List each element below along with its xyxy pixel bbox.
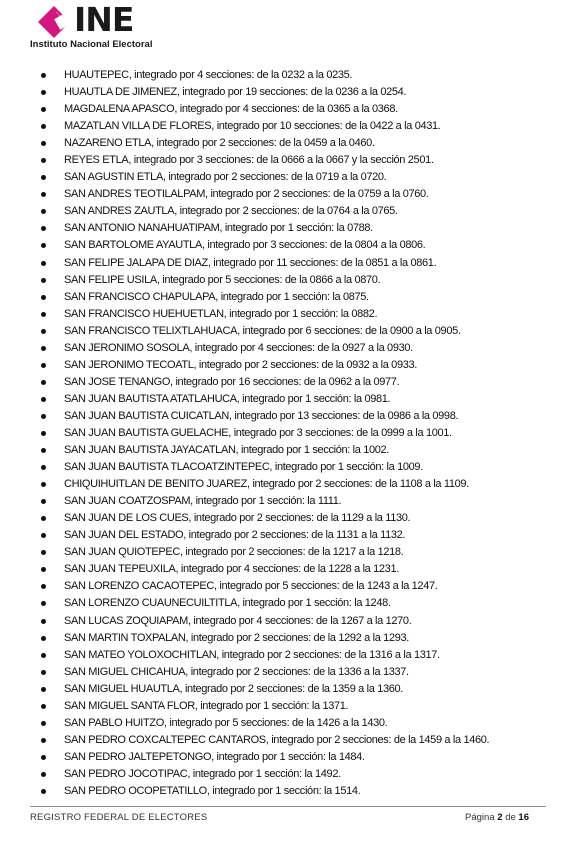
footer-divider bbox=[30, 806, 546, 807]
list-item bbox=[38, 186, 489, 203]
bullet-icon bbox=[41, 209, 46, 214]
bullet-icon bbox=[41, 175, 46, 180]
list-item-text: SAN FRANCISCO CHAPULAPA, integrado por 1 sección: la 0875. bbox=[64, 290, 369, 303]
bullet-icon bbox=[41, 550, 46, 555]
list-item-text: SAN FELIPE USILA, integrado por 5 secciones: de la 0866 a la 0870. bbox=[64, 273, 381, 286]
bullet-icon bbox=[41, 431, 46, 436]
list-item bbox=[38, 732, 489, 749]
page-label: Página bbox=[465, 812, 495, 823]
list-item-text: SAN JUAN DE LOS CUES, integrado por 2 secciones: de la 1129 a la 1130. bbox=[64, 512, 411, 525]
bullet-icon bbox=[41, 278, 46, 283]
list-item-text: SAN PABLO HUITZO, integrado por 5 secciones: de la 1426 a la 1430. bbox=[64, 716, 388, 729]
list-item-text: SAN PEDRO OCOPETATILLO, integrado por 1 sección: la 1514. bbox=[64, 784, 361, 797]
list-item-text: SAN JUAN COATZOSPAM, integrado por 1 sección: la 1111. bbox=[64, 495, 342, 508]
list-item bbox=[38, 374, 489, 391]
list-item-text: SAN JUAN BAUTISTA JAYACATLAN, integrado por 1 sección: la 1002. bbox=[64, 444, 390, 457]
list-item-text: MAGDALENA APASCO, integrado por 4 secciones: de la 0365 a la 0368. bbox=[64, 103, 398, 116]
list-item bbox=[38, 698, 489, 715]
list-item bbox=[38, 544, 489, 561]
ine-emblem-icon bbox=[36, 4, 76, 38]
list-item-text: SAN PEDRO JALTEPETONGO, integrado por 1 sección: la 1484. bbox=[64, 750, 365, 763]
list-item bbox=[38, 510, 489, 527]
page-indicator bbox=[465, 812, 529, 823]
list-item bbox=[38, 67, 489, 84]
list-item bbox=[38, 595, 489, 612]
list-item-text: SAN MIGUEL CHICAHUA, integrado por 2 secciones: de la 1336 a la 1337. bbox=[64, 665, 409, 678]
bullet-icon bbox=[41, 397, 46, 402]
list-item-text: SAN FRANCISCO TELIXTLAHUACA, integrado por 6 secciones: de la 0900 a la 0905. bbox=[64, 324, 461, 337]
list-item-text: SAN JERONIMO SOSOLA, integrado por 4 secciones: de la 0927 a la 0930. bbox=[64, 341, 413, 354]
list-item bbox=[38, 237, 489, 254]
bullet-icon bbox=[41, 636, 46, 641]
bullet-icon bbox=[41, 687, 46, 692]
list-item bbox=[38, 118, 489, 135]
list-item-text: SAN FRANCISCO HUEHUETLAN, integrado por 1 sección: la 0882. bbox=[64, 307, 378, 320]
bullet-icon bbox=[41, 704, 46, 709]
bullet-icon bbox=[41, 653, 46, 658]
list-item bbox=[38, 220, 489, 237]
page-current: 2 bbox=[497, 812, 503, 823]
bullet-icon bbox=[41, 448, 46, 453]
bullet-icon bbox=[41, 73, 46, 78]
list-item bbox=[38, 613, 489, 630]
bullet-icon bbox=[41, 584, 46, 589]
list-item-text: SAN FELIPE JALAPA DE DIAZ, integrado por 11 secciones: de la 0851 a la 0861. bbox=[64, 256, 437, 269]
bullet-icon bbox=[41, 721, 46, 726]
list-item-text: SAN JUAN QUIOTEPEC, integrado por 2 secciones: de la 1217 a la 1218. bbox=[64, 546, 404, 559]
list-item-text: SAN AGUSTIN ETLA, integrado por 2 secciones: de la 0719 a la 0720. bbox=[64, 171, 387, 184]
bullet-icon bbox=[41, 312, 46, 317]
bullet-icon bbox=[41, 380, 46, 385]
list-item-text: HUAUTLA DE JIMENEZ, integrado por 19 secciones: de la 0236 a la 0254. bbox=[64, 86, 407, 99]
footer-registry-label: REGISTRO FEDERAL DE ELECTORES bbox=[30, 812, 208, 823]
bullet-icon bbox=[41, 346, 46, 351]
bullet-icon bbox=[41, 789, 46, 794]
list-item-text: SAN JUAN BAUTISTA GUELACHE, integrado por 3 secciones: de la 0999 a la 1001. bbox=[64, 426, 452, 439]
bullet-icon bbox=[41, 601, 46, 606]
bullet-icon bbox=[41, 158, 46, 163]
list-item bbox=[38, 527, 489, 544]
list-item bbox=[38, 408, 489, 425]
list-item-text: MAZATLAN VILLA DE FLORES, integrado por 10 secciones: de la 0422 a la 0431. bbox=[64, 120, 441, 133]
bullet-icon bbox=[41, 755, 46, 760]
list-item bbox=[38, 681, 489, 698]
list-item-text: SAN MIGUEL HUAUTLA, integrado por 2 secciones: de la 1359 a la 1360. bbox=[64, 682, 403, 695]
list-item-text: SAN MATEO YOLOXOCHITLAN, integrado por 2 secciones: de la 1316 a la 1317. bbox=[64, 648, 440, 661]
bullet-icon bbox=[41, 226, 46, 231]
list-item bbox=[38, 289, 489, 306]
bullet-icon bbox=[41, 499, 46, 504]
list-item-text: SAN ANDRES TEOTILALPAM, integrado por 2 secciones: de la 0759 a la 0760. bbox=[64, 188, 429, 201]
list-item bbox=[38, 766, 489, 783]
bullet-icon bbox=[41, 670, 46, 675]
logo-wordmark: INE bbox=[74, 0, 134, 39]
list-item-text: SAN MARTIN TOXPALAN, integrado por 2 secciones: de la 1292 a la 1293. bbox=[64, 631, 409, 644]
bullet-icon bbox=[41, 192, 46, 197]
list-item bbox=[38, 169, 489, 186]
bullet-icon bbox=[41, 567, 46, 572]
list-item bbox=[38, 459, 489, 476]
list-item bbox=[38, 323, 489, 340]
list-item bbox=[38, 476, 489, 493]
sections-list bbox=[38, 67, 489, 800]
list-item-text: CHIQUIHUITLAN DE BENITO JUAREZ, integrado por 2 secciones: de la 1108 a la 1109. bbox=[64, 478, 469, 491]
list-item bbox=[38, 783, 489, 800]
list-item-text: SAN LORENZO CACAOTEPEC, integrado por 5 secciones: de la 1243 a la 1247. bbox=[64, 580, 438, 593]
list-item-text: SAN PEDRO JOCOTIPAC, integrado por 1 sección: la 1492. bbox=[64, 767, 341, 780]
bullet-icon bbox=[41, 738, 46, 743]
list-item-text: SAN ANTONIO NANAHUATIPAM, integrado por 1 sección: la 0788. bbox=[64, 222, 373, 235]
list-item-text: SAN JERONIMO TECOATL, integrado por 2 secciones: de la 0932 a la 0933. bbox=[64, 358, 417, 371]
list-item bbox=[38, 84, 489, 101]
list-item-text: SAN JUAN DEL ESTADO, integrado por 2 secciones: de la 1131 a la 1132. bbox=[64, 529, 406, 542]
list-item bbox=[38, 664, 489, 681]
list-item bbox=[38, 255, 489, 272]
bullet-icon bbox=[41, 465, 46, 470]
page-of: de bbox=[505, 812, 516, 823]
list-item-text: SAN JOSE TENANGO, integrado por 16 secciones: de la 0962 a la 0977. bbox=[64, 375, 400, 388]
list-item-text: SAN JUAN BAUTISTA ATATLAHUCA, integrado por 1 sección: la 0981. bbox=[64, 392, 391, 405]
bullet-icon bbox=[41, 533, 46, 538]
bullet-icon bbox=[41, 619, 46, 624]
list-item bbox=[38, 272, 489, 289]
bullet-icon bbox=[41, 482, 46, 487]
ine-logo bbox=[30, 0, 180, 53]
bullet-icon bbox=[41, 141, 46, 146]
list-item-text: SAN JUAN TEPEUXILA, integrado por 4 secciones: de la 1228 a la 1231. bbox=[64, 563, 399, 576]
list-item bbox=[38, 391, 489, 408]
page-total: 16 bbox=[518, 812, 529, 823]
list-item-text: SAN LORENZO CUAUNECUILTITLA, integrado por 1 sección: la 1248. bbox=[64, 597, 391, 610]
list-item bbox=[38, 630, 489, 647]
list-item-text: SAN BARTOLOME AYAUTLA, integrado por 3 secciones: de la 0804 a la 0806. bbox=[64, 239, 426, 252]
bullet-icon bbox=[41, 414, 46, 419]
bullet-icon bbox=[41, 329, 46, 334]
list-item bbox=[38, 152, 489, 169]
list-item-text: HUAUTEPEC, integrado por 4 secciones: de la 0232 a la 0235. bbox=[64, 69, 353, 81]
list-item-text: SAN LUCAS ZOQUIAPAM, integrado por 4 secciones: de la 1267 a la 1270. bbox=[64, 614, 412, 627]
bullet-icon bbox=[41, 516, 46, 521]
bullet-icon bbox=[41, 243, 46, 248]
list-item-text: SAN JUAN BAUTISTA TLACOATZINTEPEC, integrado por 1 sección: la 1009. bbox=[64, 461, 423, 474]
list-item bbox=[38, 715, 489, 732]
bullet-icon bbox=[41, 107, 46, 112]
list-item bbox=[38, 340, 489, 357]
list-item bbox=[38, 357, 489, 374]
list-item bbox=[38, 749, 489, 766]
list-item-text: NAZARENO ETLA, integrado por 2 secciones: de la 0459 a la 0460. bbox=[64, 137, 375, 150]
list-item bbox=[38, 647, 489, 664]
bullet-icon bbox=[41, 124, 46, 129]
bullet-icon bbox=[41, 261, 46, 266]
list-item bbox=[38, 493, 489, 510]
list-item-text: SAN JUAN BAUTISTA CUICATLAN, integrado por 13 secciones: de la 0986 a la 0998. bbox=[64, 409, 459, 422]
bullet-icon bbox=[41, 363, 46, 368]
list-item-text: REYES ETLA, integrado por 3 secciones: de la 0666 a la 0667 y la sección 2501. bbox=[64, 154, 434, 167]
list-item-text: SAN ANDRES ZAUTLA, integrado por 2 secciones: de la 0764 a la 0765. bbox=[64, 205, 398, 218]
list-item bbox=[38, 101, 489, 118]
list-item bbox=[38, 135, 489, 152]
bullet-icon bbox=[41, 90, 46, 95]
list-item bbox=[38, 425, 489, 442]
list-item-text: SAN MIGUEL SANTA FLOR, integrado por 1 sección: la 1371. bbox=[64, 699, 349, 712]
list-item bbox=[38, 442, 489, 459]
list-item-text: SAN PEDRO COXCALTEPEC CANTAROS, integrado por 2 secciones: de la 1459 a la 1460. bbox=[64, 733, 490, 746]
bullet-icon bbox=[41, 772, 46, 777]
logo-subtitle: Instituto Nacional Electoral bbox=[30, 39, 153, 50]
list-item bbox=[38, 203, 489, 220]
list-item bbox=[38, 561, 489, 578]
list-item bbox=[38, 306, 489, 323]
list-item bbox=[38, 578, 489, 595]
bullet-icon bbox=[41, 295, 46, 300]
